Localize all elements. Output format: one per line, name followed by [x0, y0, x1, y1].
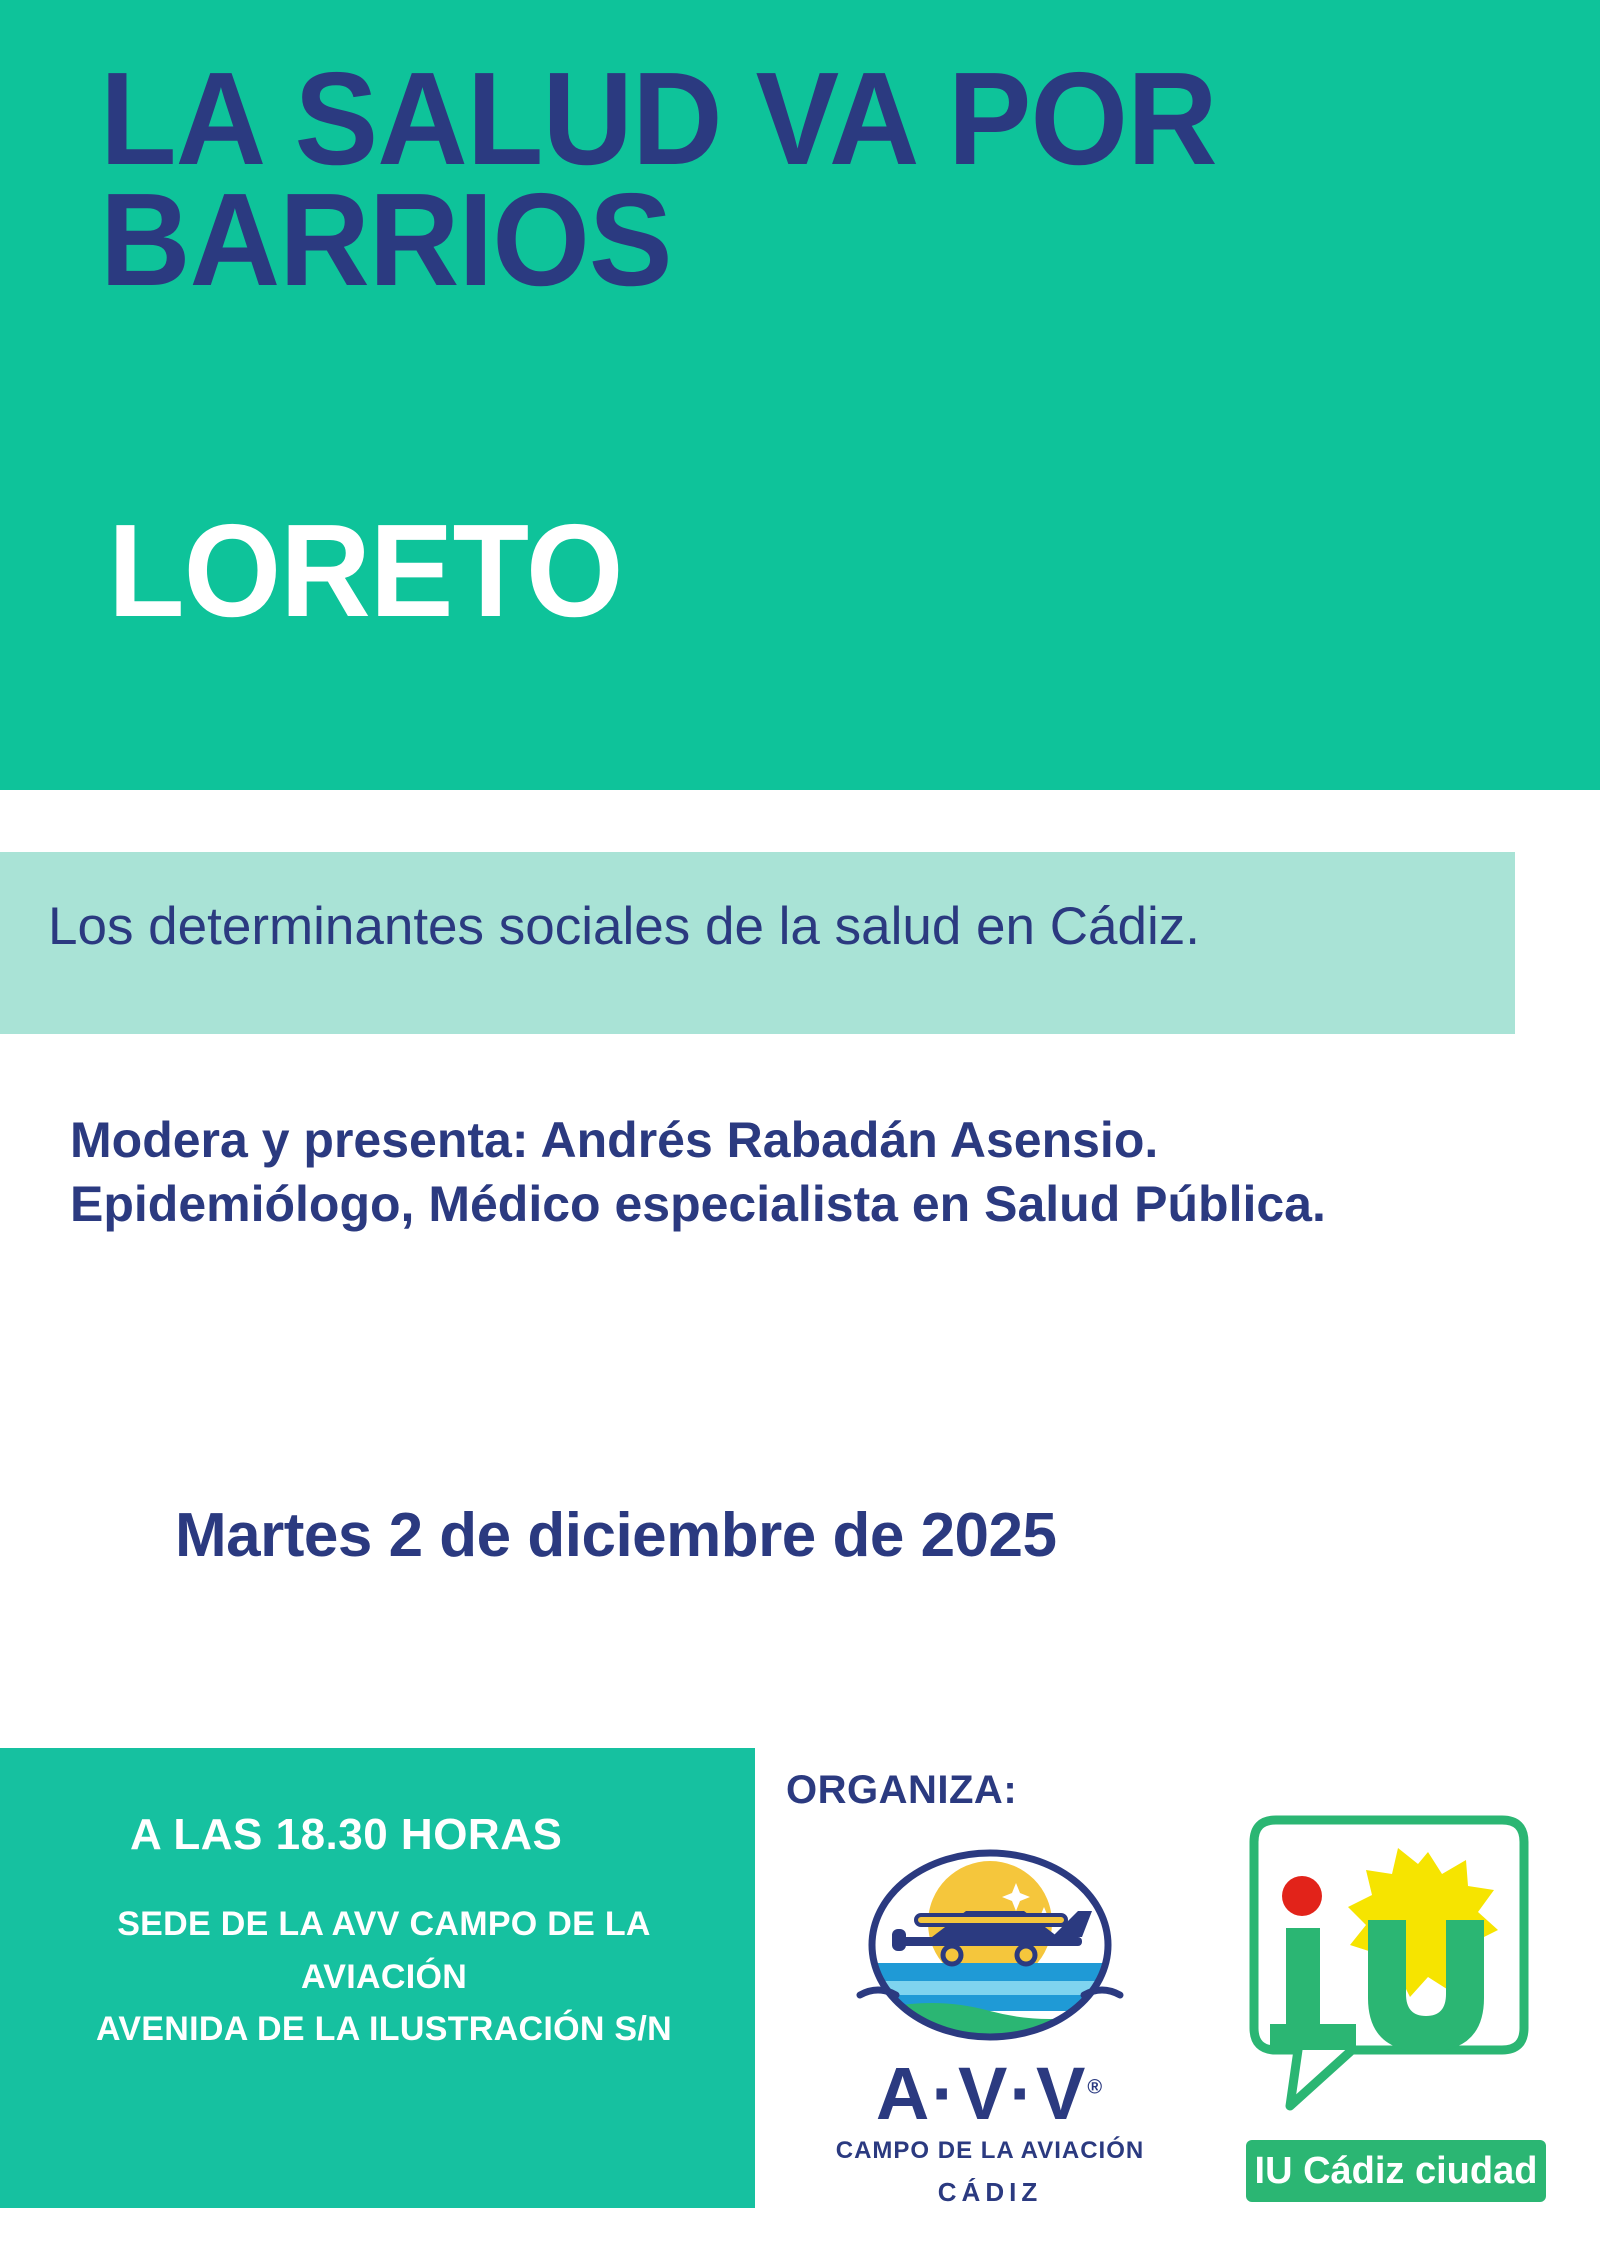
- iu-badge-label: IU Cádiz ciudad: [1254, 2150, 1538, 2192]
- page-subtitle-neighborhood: LORETO: [108, 497, 623, 644]
- subtitle-strip: [0, 852, 1515, 1034]
- event-time: A LAS 18.30 HORAS: [130, 1810, 563, 1859]
- page-title-line-2: BARRIOS: [100, 166, 672, 314]
- avv-registered-mark: ®: [1087, 2076, 1105, 2099]
- iu-speech-bubble-icon: [1218, 1800, 1558, 2140]
- avv-acronym: [820, 2052, 1160, 2135]
- page-title: [100, 45, 1449, 314]
- iu-red-dot-icon: [1282, 1876, 1322, 1916]
- avv-emblem-icon: [820, 1845, 1160, 2060]
- subtitle-text: Los determinantes sociales de la salud en Cádiz.: [48, 897, 1200, 956]
- avv-city: CÁDIZ: [937, 2177, 1043, 2207]
- page-title-line-1: LA SALUD VA POR: [100, 45, 1217, 192]
- event-venue-line-2: AVENIDA DE LA ILUSTRACIÓN S/N: [95, 2010, 672, 2049]
- event-venue: [44, 1898, 724, 2056]
- avv-acronym-label: A·V·V: [875, 2052, 1088, 2135]
- top-banner: [0, 0, 1600, 790]
- moderator-text: Modera y presenta: Andrés Rabadán Asensio. Epidemiólogo, Médico especialista en Salud Pública.: [70, 1112, 1326, 1232]
- avv-subtitle: CAMPO DE LA AVIACIÓN: [835, 2137, 1145, 2164]
- event-date: Martes 2 de diciembre de 2025: [175, 1501, 1057, 1570]
- organiza-label: ORGANIZA:: [786, 1768, 1018, 1812]
- avv-logo-text: [820, 2052, 1160, 2208]
- iu-logo: [1218, 1800, 1558, 2220]
- event-venue-line-1: SEDE DE LA AVV CAMPO DE LA AVIACIÓN: [117, 1905, 651, 1996]
- event-info-box: [0, 1748, 755, 2208]
- avv-logo: [820, 1845, 1160, 2215]
- iu-badge: [1246, 2140, 1546, 2202]
